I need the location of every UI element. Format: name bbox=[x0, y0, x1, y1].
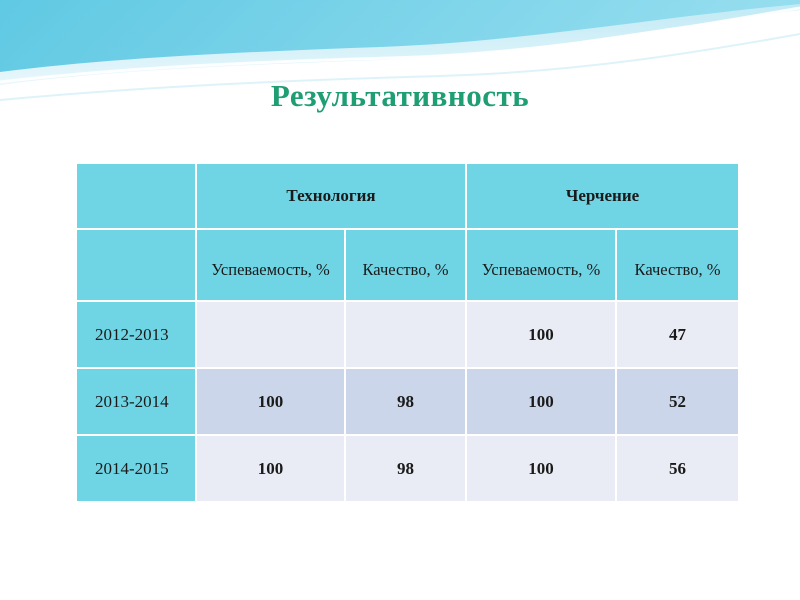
slide-title: Результативность bbox=[270, 78, 530, 113]
draft-quality-cell: 56 bbox=[616, 435, 739, 502]
subheader-tech-progress: Успеваемость, % bbox=[196, 229, 345, 301]
group-header-drafting: Черчение bbox=[466, 163, 739, 229]
table-row bbox=[76, 301, 739, 368]
draft-progress-cell: 100 bbox=[466, 435, 616, 502]
tech-progress-cell: 100 bbox=[196, 368, 345, 435]
year-cell: 2013-2014 bbox=[76, 368, 196, 435]
year-cell: 2012-2013 bbox=[76, 301, 196, 368]
header-corner-cell bbox=[76, 163, 196, 229]
results-table bbox=[75, 162, 740, 503]
draft-quality-cell: 52 bbox=[616, 368, 739, 435]
tech-quality-cell bbox=[345, 301, 466, 368]
year-cell: 2014-2015 bbox=[76, 435, 196, 502]
tech-quality-cell: 98 bbox=[345, 435, 466, 502]
draft-quality-cell: 47 bbox=[616, 301, 739, 368]
draft-progress-cell: 100 bbox=[466, 368, 616, 435]
tech-quality-cell: 98 bbox=[345, 368, 466, 435]
subheader-tech-quality: Качество, % bbox=[345, 229, 466, 301]
table-row bbox=[76, 435, 739, 502]
subheader-row bbox=[76, 229, 739, 301]
subheader-draft-quality: Качество, % bbox=[616, 229, 739, 301]
subheader-corner-cell bbox=[76, 229, 196, 301]
tech-progress-cell bbox=[196, 301, 345, 368]
subheader-draft-progress: Успеваемость, % bbox=[466, 229, 616, 301]
tech-progress-cell: 100 bbox=[196, 435, 345, 502]
table-row bbox=[76, 368, 739, 435]
draft-progress-cell: 100 bbox=[466, 301, 616, 368]
group-header-row bbox=[76, 163, 739, 229]
group-header-technology: Технология bbox=[196, 163, 466, 229]
